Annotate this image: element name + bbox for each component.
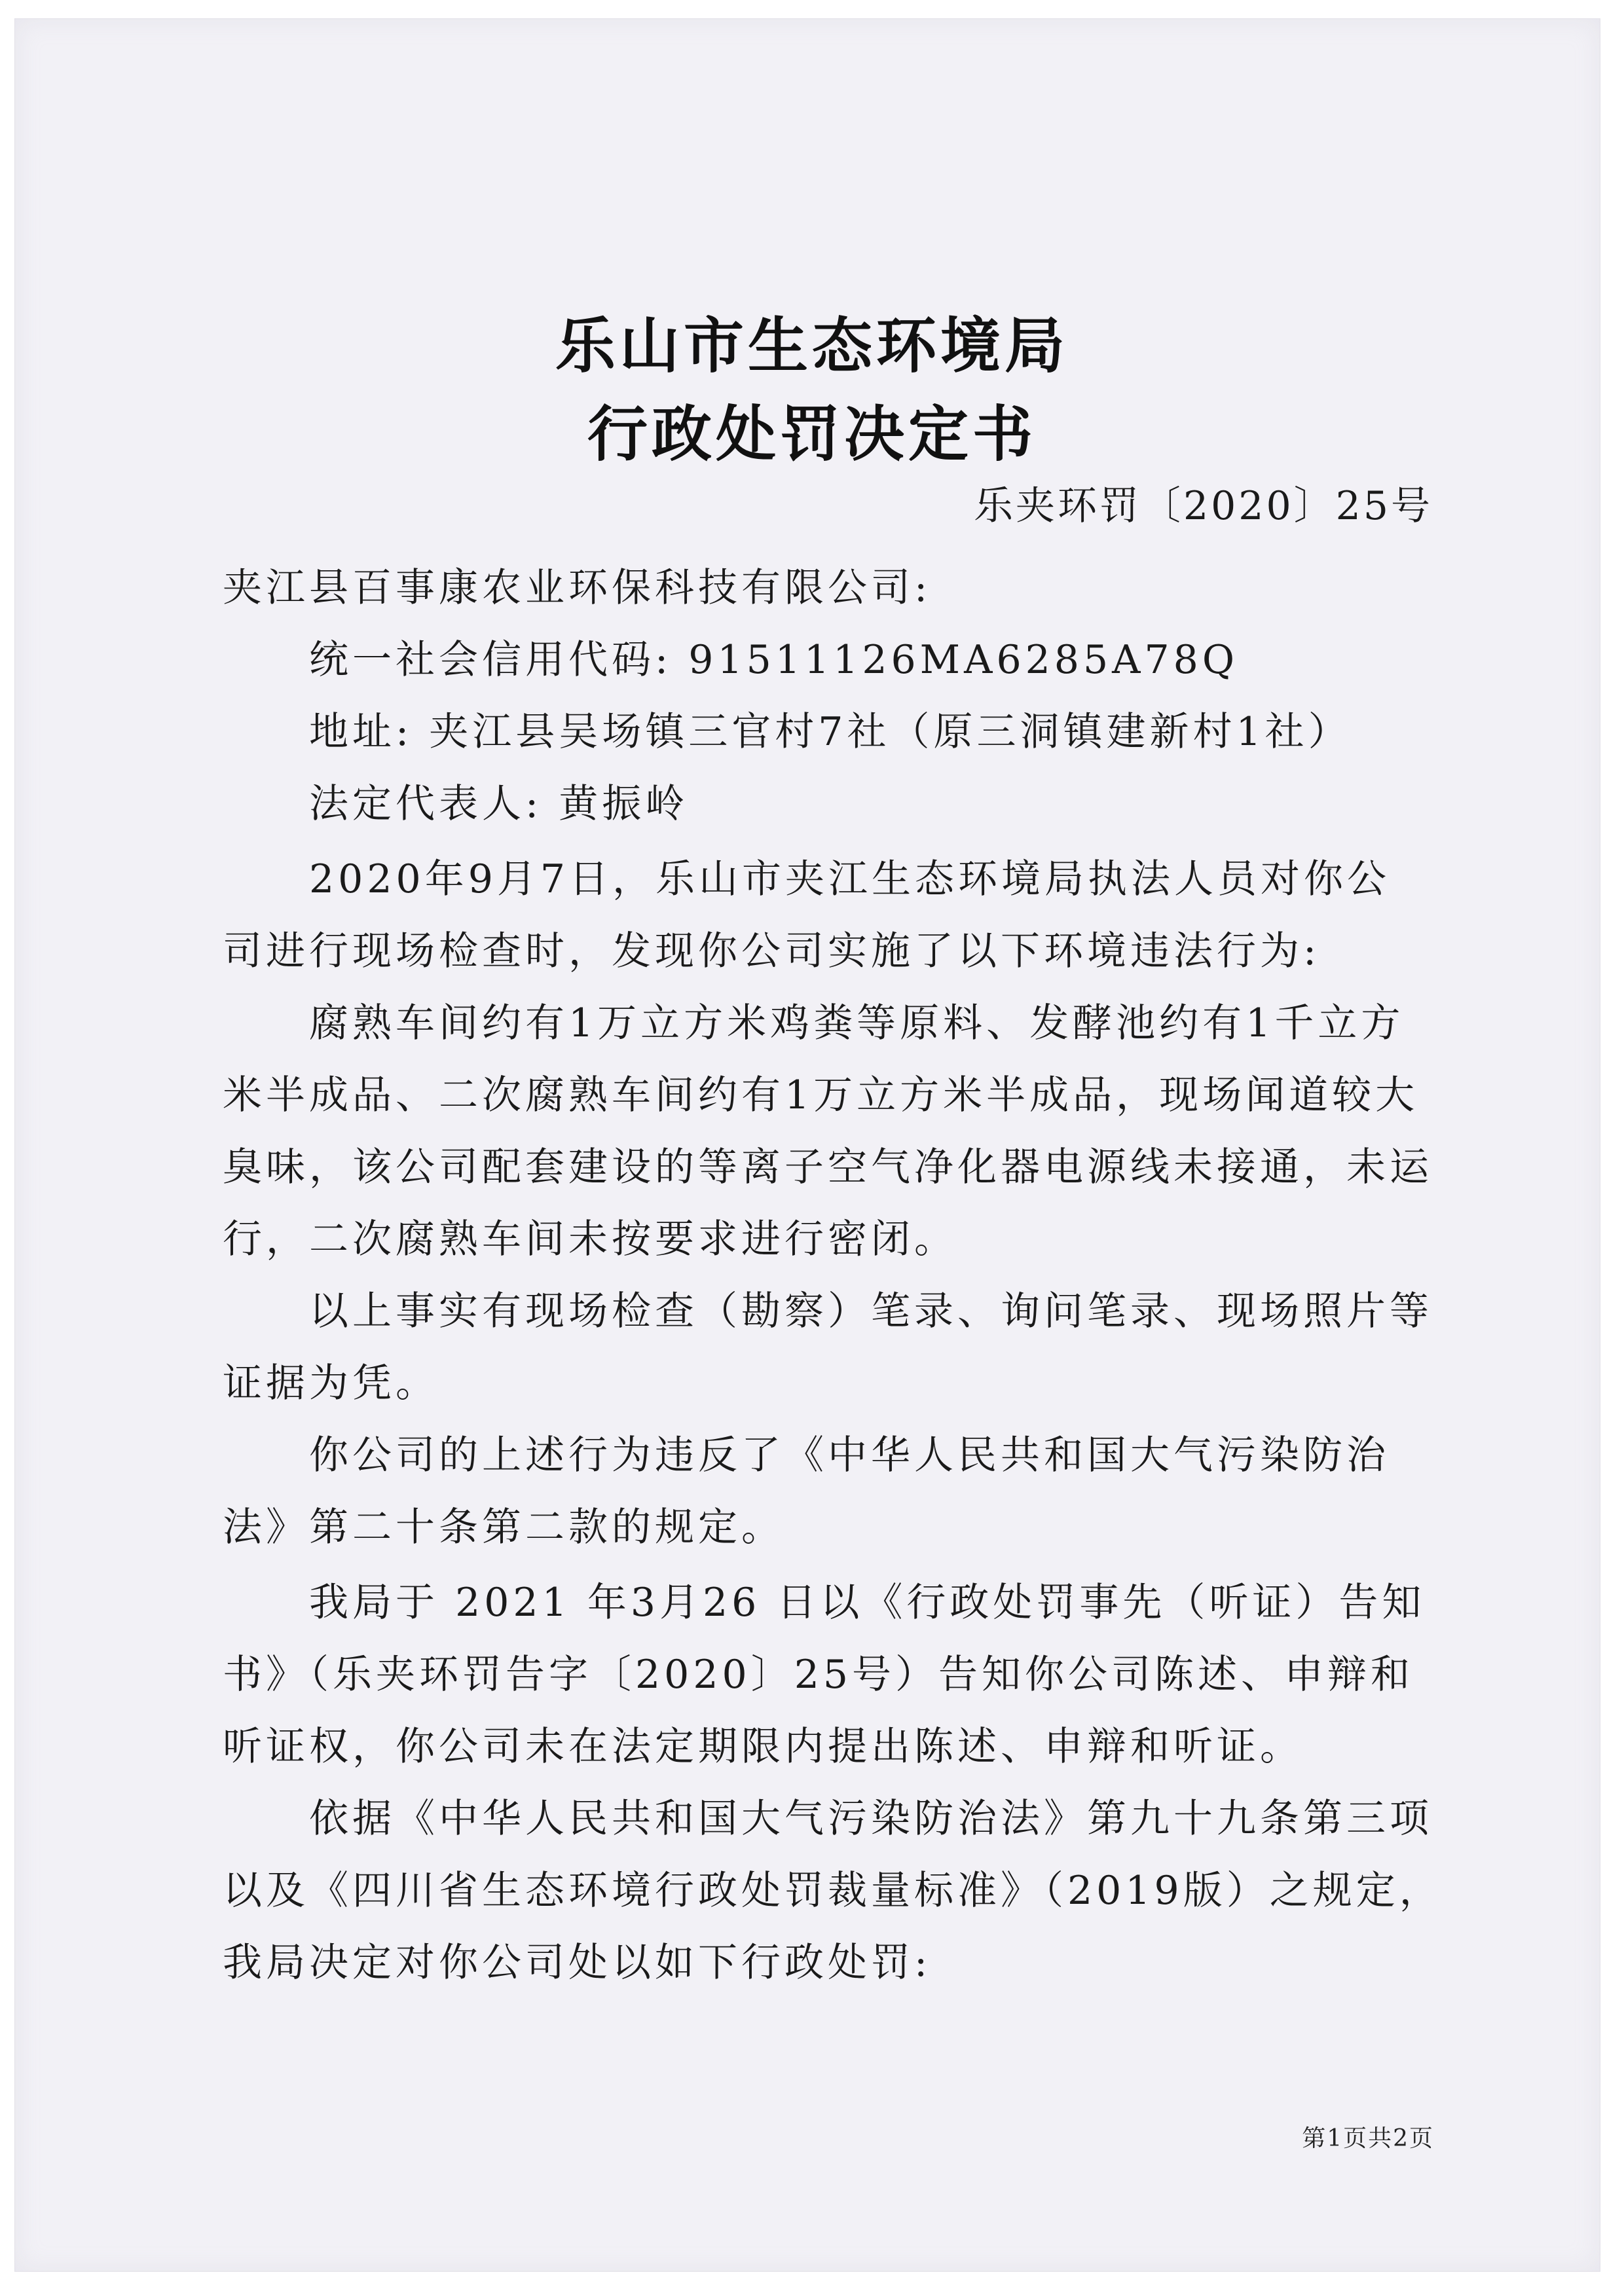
body-text-line: 2020年9月7日，乐山市夹江生态环境局执法人员对你公 (309, 856, 1391, 902)
recipient-line: 夹江县百事康农业环保科技有限公司: (223, 565, 932, 611)
body-text-line: 我局决定对你公司处以如下行政处罚: (223, 1940, 932, 1986)
body-text-line: 腐熟车间约有1万立方米鸡粪等原料、发酵池约有1千立方 (309, 1000, 1405, 1046)
body-text-line: 证据为凭。 (223, 1360, 439, 1406)
body-text-line: 我局于 2021 年3月26 日以《行政处罚事先（听证）告知 (309, 1580, 1426, 1626)
body-text-line: 司进行现场检查时，发现你公司实施了以下环境违法行为: (223, 928, 1321, 974)
document-number: 乐夹环罚〔2020〕25号 (973, 483, 1433, 529)
body-text-line: 以上事实有现场检查（勘察）笔录、询问笔录、现场照片等 (309, 1288, 1433, 1334)
document-title-type: 行政处罚决定书 (587, 399, 1037, 469)
body-text-line: 听证权，你公司未在法定期限内提出陈述、申辩和听证。 (223, 1724, 1303, 1770)
address-line: 地址: 夹江县吴场镇三官村7社（原三洞镇建新村1社） (309, 709, 1352, 755)
body-text-line: 书》（乐夹环罚告字〔2020〕25号）告知你公司陈述、申辩和 (223, 1652, 1414, 1698)
document-title-agency: 乐山市生态环境局 (555, 310, 1069, 381)
body-text-line: 法》第二十条第二款的规定。 (223, 1504, 784, 1550)
legal-representative-line: 法定代表人: 黄振岭 (309, 781, 689, 827)
body-text-line: 依据《中华人民共和国大气污染防治法》第九十九条第三项 (309, 1796, 1433, 1842)
credit-code-line: 统一社会信用代码: 91511126MA6285A78Q (309, 637, 1239, 683)
body-text-line: 米半成品、二次腐熟车间约有1万立方米半成品，现场闻道较大 (223, 1072, 1419, 1118)
body-text-line: 以及《四川省生态环境行政处罚裁量标准》（2019版）之规定， (223, 1868, 1443, 1914)
body-text-line: 你公司的上述行为违反了《中华人民共和国大气污染防治 (309, 1432, 1390, 1478)
body-text-line: 臭味，该公司配套建设的等离子空气净化器电源线未接通，未运 (223, 1144, 1433, 1190)
page-number: 第1页共2页 (1302, 2125, 1434, 2152)
body-text-line: 行，二次腐熟车间未按要求进行密闭。 (223, 1216, 957, 1262)
